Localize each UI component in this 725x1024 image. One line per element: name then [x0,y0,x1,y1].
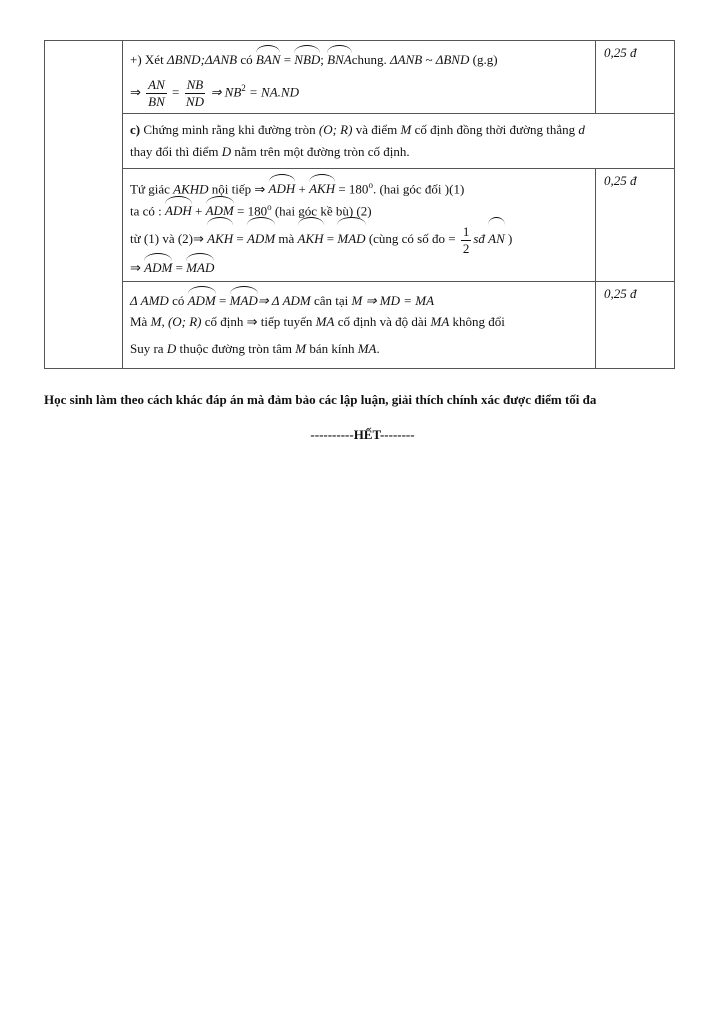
math: D [221,144,232,159]
angle: AKH [309,175,335,200]
content-cell [123,282,596,369]
table-row [45,169,675,282]
text: + [191,203,206,219]
degree: o [368,180,373,190]
text: từ (1) và (2)⇒ [130,231,208,246]
angle: MAD [186,254,214,279]
text: ; [320,52,328,67]
text: = [215,293,230,308]
text: = [172,260,187,275]
text: = [168,84,183,100]
angle: AKH [207,218,233,257]
angle: ADH [269,175,296,200]
score-cell: 0,25 đ [596,41,675,114]
content-line [130,141,667,163]
fraction [146,77,167,110]
degree: o [267,202,272,212]
denominator: BN [148,93,165,109]
fraction [461,224,472,257]
text: cố định đồng thời đường thẳng [411,122,579,137]
text: ta có : [130,203,166,219]
math: MA [357,341,377,356]
text: không đổi [449,314,505,329]
text: nằm trên một đường tròn cố định. [231,144,410,159]
angle: MAD [230,287,258,312]
exponent: 2 [241,83,246,93]
score-cell: 0,25 đ [596,169,675,282]
angle: BNA [327,46,352,71]
numerator: 1 [462,223,470,239]
text: Mà [130,314,151,329]
content-cell [123,169,596,282]
table-row [45,114,675,169]
text: cân tại [310,293,352,308]
text: (hai góc kề bù) (2) [271,203,372,219]
text: . (hai góc đối )(1) [372,181,465,197]
text: mà [275,231,298,246]
text: = [280,52,295,67]
numerator: NB [186,76,204,92]
angle: MAD [337,218,365,257]
content-line [130,196,588,218]
math: MA [430,314,450,329]
content-line [130,68,588,108]
angle: ADM [206,197,234,222]
text: +) Xét [130,52,167,67]
table-row [45,282,675,369]
angle: ADM [144,254,172,279]
content-cell [123,114,675,169]
text: bán kính [306,341,358,356]
angle: NBD [294,46,320,71]
text: = 180 [233,203,268,219]
content-line [130,218,588,254]
table-row [45,41,675,114]
math: M [295,341,307,356]
text: (cùng có số đo = [365,231,459,246]
text: và điểm [352,122,401,137]
content-line [130,174,588,196]
math: ⇒ NB [207,84,242,100]
text: , [161,314,168,329]
content-line [130,46,588,68]
text: Chứng minh rằng khi đường tròn [140,122,319,137]
math: M [400,122,412,137]
math: Δ AMD [130,293,169,308]
math: MA [315,314,335,329]
text: Suy ra [130,341,167,356]
math: (O; R) [318,122,353,137]
math: AKHD [173,181,209,197]
math: ⇒ MD = MA [362,293,435,308]
content-line [130,254,588,276]
math: ΔANB ~ ΔBND [390,52,470,67]
numerator: AN [148,76,165,92]
denominator: 2 [462,240,470,256]
text: Tứ giác [130,181,174,197]
math: (O; R) [167,314,202,329]
grading-note: Học sinh làm theo cách khác đáp án mà đảm bảo các lập luận, giải thích chính xác được điểm tối đa [44,392,597,407]
text: (g.g) [469,52,498,67]
text: chung. [351,52,390,67]
fraction [185,77,206,110]
angle: ADM [247,218,275,257]
arc: AN [488,218,505,257]
text: + [295,181,310,197]
content-line [130,335,588,363]
content-line [130,309,588,335]
text: cố định và độ dài [334,314,431,329]
answer-table [44,40,675,369]
math: ⇒ Δ ADM [257,293,311,308]
text: có [168,293,188,308]
text: = [233,231,247,246]
content-cell [123,41,596,114]
text: ) [504,231,513,246]
denominator: ND [185,93,204,109]
score-cell: 0,25 đ [596,282,675,369]
text: ⇒ [130,84,145,100]
text: = 180 [335,181,369,197]
end-marker: ----------HẾT-------- [310,427,415,442]
text: có [237,52,256,67]
math: ΔBND;ΔANB [166,52,238,67]
text: ⇒ [130,260,145,275]
math: D [166,341,177,356]
text: = [323,231,338,246]
math: M [150,314,162,329]
math: d [578,122,585,137]
text: . [376,341,380,356]
question-column [45,41,123,369]
text: cố định ⇒ tiếp tuyến [201,314,316,329]
angle: BAN [256,46,281,71]
text: thay đổi thì điểm [130,144,222,159]
math: = NA.ND [245,84,299,100]
angle: AKH [298,218,324,257]
math: M [351,293,363,308]
text: nội tiếp ⇒ [208,181,269,197]
angle: ADH [165,197,192,222]
part-label: c) [130,122,141,137]
content-line [130,119,667,141]
math: sđ [473,231,489,246]
content-line [130,287,588,309]
angle: ADM [188,287,216,312]
text: thuộc đường tròn tâm [176,341,296,356]
